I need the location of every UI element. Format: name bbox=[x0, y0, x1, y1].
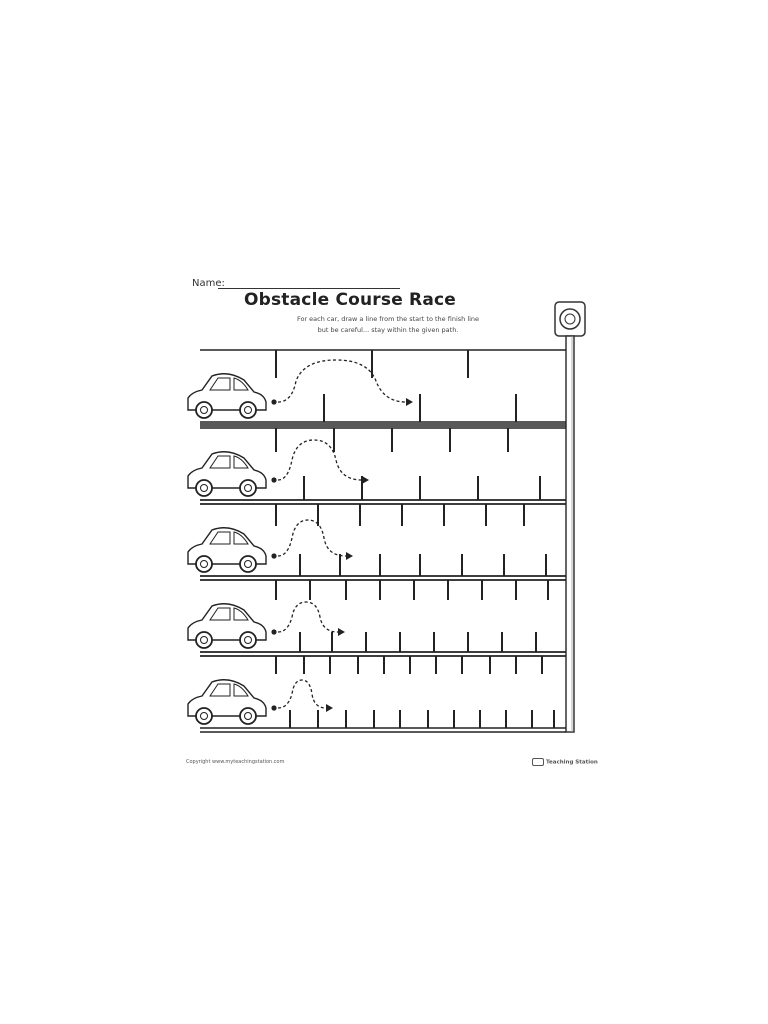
top-obstacle bbox=[357, 656, 359, 674]
instructions-text: For each car, draw a line from the start to the finish line but be careful... stay within the given path. bbox=[296, 315, 480, 334]
top-obstacle bbox=[507, 428, 509, 452]
brand-label bbox=[532, 758, 598, 766]
top-obstacle bbox=[461, 656, 463, 674]
start-dot-icon bbox=[271, 399, 276, 404]
copyright-text: Copyright www.myteachingstation.com bbox=[186, 759, 285, 765]
hatchback-car-icon bbox=[188, 374, 266, 418]
name-label: Name: bbox=[192, 278, 225, 289]
race-lane bbox=[188, 424, 566, 504]
top-obstacle bbox=[391, 428, 393, 452]
arrow-icon bbox=[362, 476, 369, 484]
bottom-obstacle bbox=[427, 710, 429, 728]
bottom-obstacle bbox=[339, 554, 341, 576]
top-obstacle bbox=[447, 580, 449, 600]
dotted-guide-path bbox=[278, 520, 346, 556]
bottom-obstacle bbox=[545, 554, 547, 576]
dotted-guide-path bbox=[278, 360, 406, 402]
top-obstacle bbox=[359, 504, 361, 526]
brand-logo-icon bbox=[532, 758, 544, 766]
arrow-icon bbox=[326, 704, 333, 712]
start-dot-icon bbox=[271, 705, 276, 710]
bottom-obstacle bbox=[373, 710, 375, 728]
top-obstacle bbox=[485, 504, 487, 526]
bottom-obstacle bbox=[345, 710, 347, 728]
bottom-obstacle bbox=[453, 710, 455, 728]
top-obstacle bbox=[275, 504, 277, 526]
top-obstacle bbox=[275, 428, 277, 452]
top-obstacle bbox=[413, 580, 415, 600]
bottom-obstacle bbox=[461, 554, 463, 576]
start-dot-icon bbox=[271, 477, 276, 482]
arrow-icon bbox=[406, 398, 413, 406]
top-obstacle bbox=[379, 580, 381, 600]
top-obstacle bbox=[443, 504, 445, 526]
bottom-obstacle bbox=[539, 476, 541, 500]
top-obstacle bbox=[481, 580, 483, 600]
race-lane bbox=[188, 576, 566, 656]
top-obstacle bbox=[547, 580, 549, 600]
bottom-obstacle bbox=[399, 632, 401, 652]
top-obstacle bbox=[303, 656, 305, 674]
bottom-obstacle bbox=[477, 476, 479, 500]
bottom-obstacle bbox=[467, 632, 469, 652]
bottom-obstacle bbox=[419, 394, 421, 422]
top-obstacle bbox=[329, 656, 331, 674]
convertible-car-icon bbox=[188, 604, 266, 648]
bottom-obstacle bbox=[553, 710, 555, 728]
bottom-obstacle bbox=[515, 394, 517, 422]
start-dot-icon bbox=[271, 553, 276, 558]
bottom-obstacle bbox=[433, 632, 435, 652]
bottom-obstacle bbox=[399, 710, 401, 728]
arrow-icon bbox=[346, 552, 353, 560]
bottom-obstacle bbox=[317, 710, 319, 728]
bottom-obstacle bbox=[379, 554, 381, 576]
bottom-obstacle bbox=[419, 554, 421, 576]
bottom-obstacle bbox=[503, 554, 505, 576]
top-obstacle bbox=[275, 350, 277, 378]
sedan-car-icon bbox=[188, 528, 266, 572]
top-obstacle bbox=[467, 350, 469, 378]
top-obstacle bbox=[435, 656, 437, 674]
top-obstacle bbox=[541, 656, 543, 674]
bottom-obstacle bbox=[299, 632, 301, 652]
top-obstacle bbox=[515, 580, 517, 600]
top-obstacle bbox=[489, 656, 491, 674]
dotted-guide-path bbox=[278, 602, 338, 632]
top-obstacle bbox=[371, 350, 373, 378]
top-obstacle bbox=[409, 656, 411, 674]
race-lane bbox=[188, 652, 566, 732]
bottom-obstacle bbox=[289, 710, 291, 728]
bottom-obstacle bbox=[419, 476, 421, 500]
bottom-obstacle bbox=[299, 554, 301, 576]
top-obstacle bbox=[275, 656, 277, 674]
bottom-obstacle bbox=[331, 632, 333, 652]
top-obstacle bbox=[345, 580, 347, 600]
bottom-obstacle bbox=[501, 632, 503, 652]
top-obstacle bbox=[523, 504, 525, 526]
race-lane bbox=[188, 350, 566, 426]
brand-text: Teaching Station bbox=[546, 759, 598, 766]
bottom-obstacle bbox=[323, 394, 325, 422]
suv-car-icon bbox=[188, 452, 266, 496]
top-obstacle bbox=[275, 580, 277, 600]
dotted-guide-path bbox=[278, 440, 362, 480]
top-obstacle bbox=[515, 656, 517, 674]
race-lane bbox=[188, 500, 566, 580]
bottom-obstacle bbox=[479, 710, 481, 728]
start-dot-icon bbox=[271, 629, 276, 634]
page-title: Obstacle Course Race bbox=[243, 290, 457, 310]
bottom-obstacle bbox=[535, 632, 537, 652]
top-obstacle bbox=[383, 656, 385, 674]
bottom-obstacle bbox=[365, 632, 367, 652]
dotted-guide-path bbox=[278, 680, 326, 708]
top-obstacle bbox=[309, 580, 311, 600]
top-obstacle bbox=[449, 428, 451, 452]
top-obstacle bbox=[401, 504, 403, 526]
bottom-obstacle bbox=[531, 710, 533, 728]
bottom-obstacle bbox=[303, 476, 305, 500]
arrow-icon bbox=[338, 628, 345, 636]
bottom-obstacle bbox=[505, 710, 507, 728]
traffic-light-icon bbox=[555, 302, 585, 732]
top-obstacle bbox=[333, 428, 335, 452]
jeep-car-icon bbox=[188, 680, 266, 724]
